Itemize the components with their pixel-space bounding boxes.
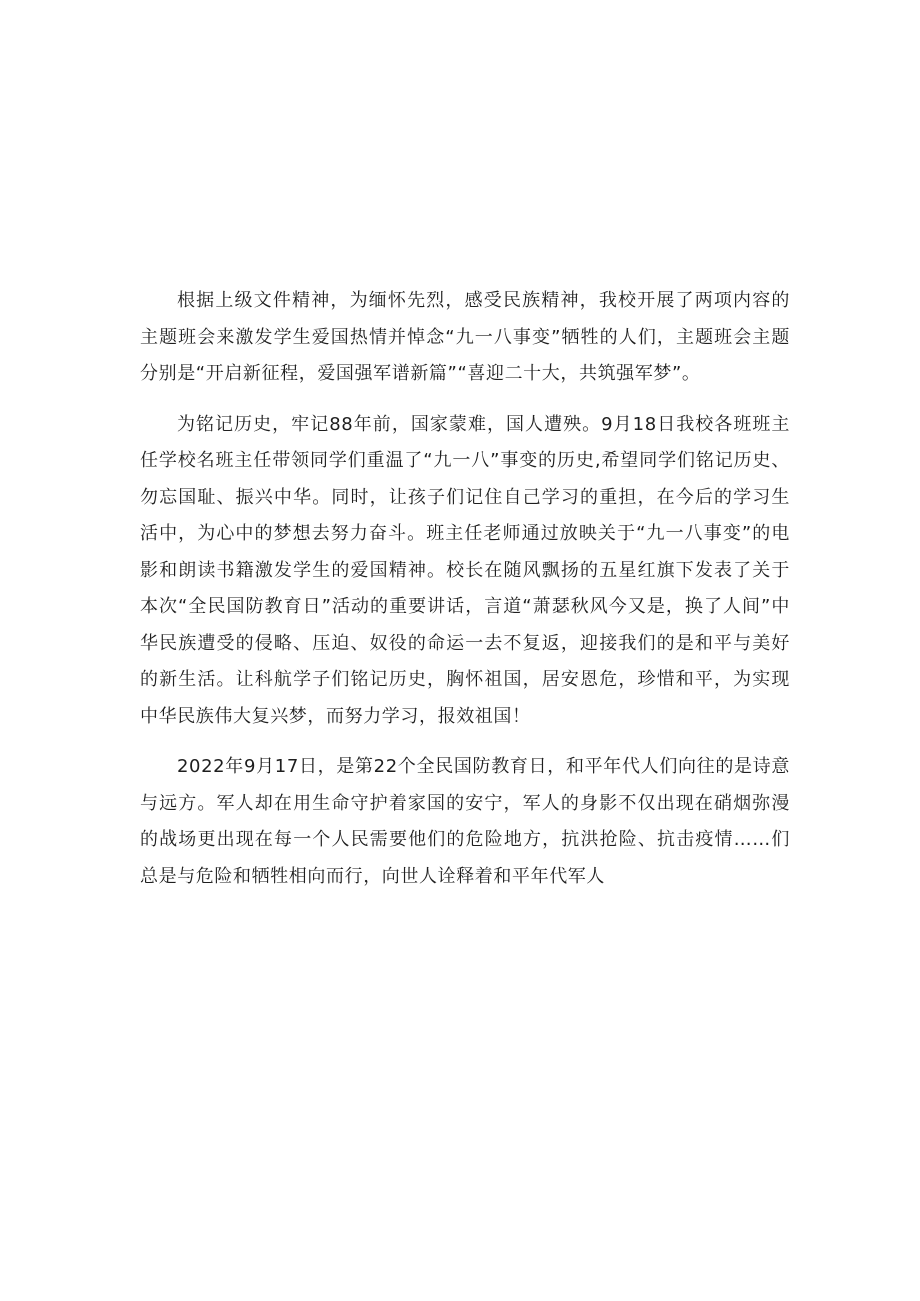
document-body bbox=[140, 283, 790, 895]
paragraph-1: 根据上级文件精神，为缅怀先烈，感受民族精神，我校开展了两项内容的主题班会来激发学生爱国热情并悼念“九一八事变”牺牲的人们，主题班会主题分别是“开启新征程，爱国强军谱新篇”“喜迎二十大，共筑强军梦”。 bbox=[140, 290, 790, 384]
paragraph-2: 为铭记历史，牢记88年前，国家蒙难，国人遭殃。9月18日我校各班班主任学校名班主任带领同学们重温了“九一八”事变的历史,希望同学们铭记历史、勿忘国耻、振兴中华。同时，让孩子们记住自己学习的重担，在今后的学习生活中，为心中的梦想去努力奋斗。班主任老师通过放映关于“九一八事变”的电影和朗读书籍激发学生的爱国精神。校长在随风飘扬的五星红旗下发表了关于本次“全民国防教育日”活动的重要讲话，言道“萧瑟秋风今又是，换了人间”中华民族遭受的侵略、压迫、奴役的命运一去不复返，迎接我们的是和平与美好的新生活。让科航学子们铭记历史，胸怀祖国，居安恩危，珍惜和平，为实现中华民族伟大复兴梦，而努力学习，报效祖国！ bbox=[140, 413, 790, 727]
paragraph-3: 2022年9月17日，是第22个全民国防教育日，和平年代人们向往的是诗意与远方。军人却在用生命守护着家国的安宁，军人的身影不仅出现在硝烟弥漫的战场更出现在每一个人民需要他们的危险地方，抗洪抢险、抗击疫情……们总是与危险和牺牲相向而行，向世人诠释着和平年代军人 bbox=[140, 756, 790, 887]
